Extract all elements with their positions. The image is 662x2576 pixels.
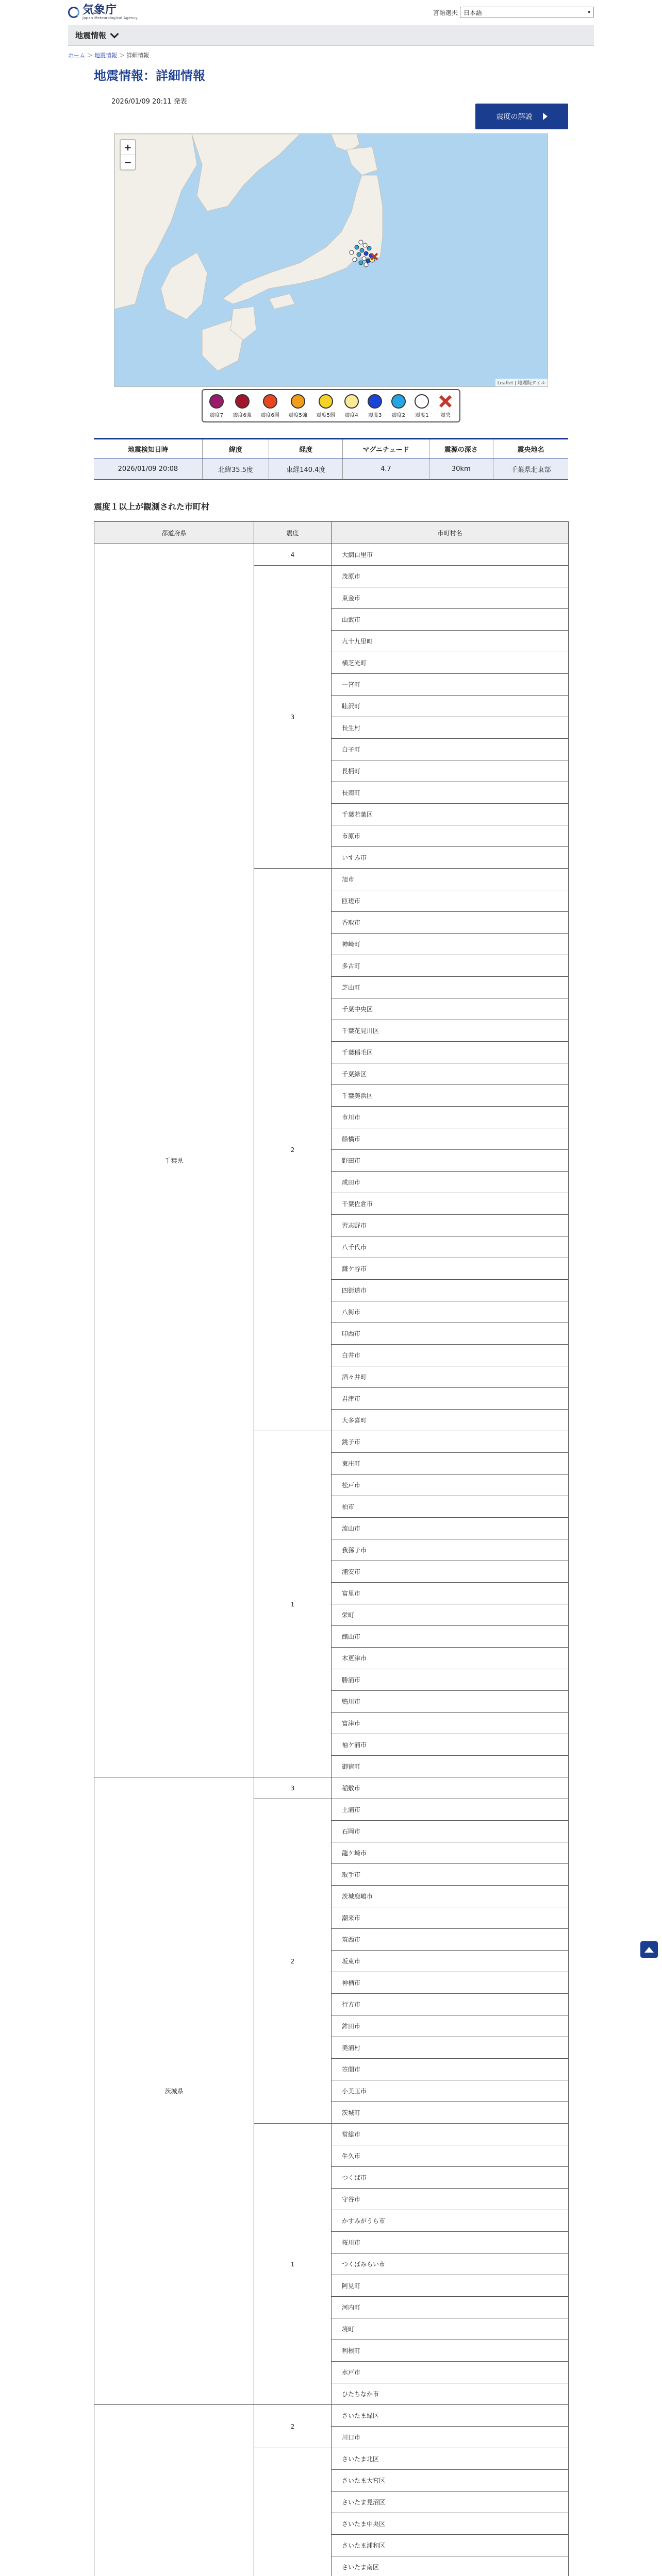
- city-cell: 東金市: [332, 587, 569, 609]
- table-row: [94, 2405, 569, 2427]
- city-cell: 旭市: [332, 869, 569, 890]
- breadcrumb-separator: ＞: [119, 52, 126, 59]
- language-value: 日本語: [464, 9, 483, 16]
- intensity-dot-icon: [391, 394, 406, 409]
- city-cell: 神崎町: [332, 934, 569, 955]
- city-cell: 千葉稲毛区: [332, 1042, 569, 1063]
- city-cell: 東庄町: [332, 1453, 569, 1475]
- quake-info-header: 経度: [269, 439, 343, 459]
- header-city: 市町村名: [332, 522, 569, 544]
- city-cell: 茨城鹿嶋市: [332, 1886, 569, 1907]
- city-cell: さいたま南区: [332, 2556, 569, 2576]
- city-cell: 八街市: [332, 1301, 569, 1323]
- city-cell: さいたま大宮区: [332, 2470, 569, 2492]
- legend-item: [209, 394, 224, 418]
- breadcrumb-home[interactable]: ホーム: [68, 52, 85, 59]
- legend-label: 震度7: [209, 413, 223, 418]
- breadcrumb: [68, 51, 594, 59]
- city-cell: 山武市: [332, 609, 569, 631]
- city-cell: いすみ市: [332, 847, 569, 869]
- city-cell: 常総市: [332, 2124, 569, 2145]
- quake-info-header: 緯度: [202, 439, 269, 459]
- breadcrumb-earthquake[interactable]: 地震情報: [94, 52, 117, 59]
- city-cell: さいたま北区: [332, 2448, 569, 2470]
- intensity-map[interactable]: [114, 133, 548, 387]
- city-cell: 館山市: [332, 1626, 569, 1648]
- legend-label: 震度3: [368, 413, 382, 418]
- intensity-cell: 3: [254, 566, 332, 869]
- prefecture-cell: 茨城県: [94, 1777, 254, 2405]
- city-cell: 鉾田市: [332, 2015, 569, 2037]
- city-cell: かすみがうら市: [332, 2210, 569, 2232]
- table-row: [94, 544, 569, 566]
- explanation-button-label: 震度の解説: [496, 113, 533, 121]
- intensity-cell: 2: [254, 1799, 332, 2124]
- intensity-dot-icon: [291, 394, 305, 409]
- city-cell: 銚子市: [332, 1431, 569, 1453]
- city-cell: 河内町: [332, 2297, 569, 2318]
- play-arrow-icon: [543, 113, 548, 120]
- city-cell: 水戸市: [332, 2362, 569, 2383]
- city-cell: 野田市: [332, 1150, 569, 1172]
- quake-info-value: 千葉県北東部: [493, 459, 568, 480]
- quake-info-value: 2026/01/09 20:08: [94, 459, 202, 480]
- city-cell: 一宮町: [332, 674, 569, 696]
- legend-item: [438, 394, 453, 418]
- language-select[interactable]: [460, 7, 594, 18]
- nav-item-earthquake[interactable]: [75, 30, 118, 41]
- nav-item-label: 地震情報: [75, 30, 107, 40]
- intensity-explanation-button[interactable]: [475, 104, 568, 129]
- quake-info-value: 東経140.4度: [269, 459, 343, 480]
- legend-label: 震度1: [415, 413, 429, 418]
- legend-item: [368, 394, 382, 418]
- city-cell: 御宿町: [332, 1756, 569, 1777]
- language-selector: [433, 7, 594, 18]
- city-cell: 横芝光町: [332, 652, 569, 674]
- city-cell: 守谷市: [332, 2189, 569, 2210]
- city-cell: 長柄町: [332, 760, 569, 782]
- city-cell: さいたま見沼区: [332, 2492, 569, 2513]
- city-cell: 成田市: [332, 1172, 569, 1193]
- intensity-dot-icon: [344, 394, 359, 409]
- city-cell: 牛久市: [332, 2145, 569, 2167]
- site-header: [68, 0, 594, 25]
- quake-info-value: 北緯35.5度: [202, 459, 269, 480]
- city-cell: 千葉佐倉市: [332, 1193, 569, 1215]
- intensity-cell: 2: [254, 869, 332, 1431]
- published-time: 2026/01/09 20:11 発表: [111, 98, 187, 106]
- city-cell: 千葉中央区: [332, 998, 569, 1020]
- header-prefecture: 都道府県: [94, 522, 254, 544]
- city-cell: 千葉美浜区: [332, 1085, 569, 1107]
- city-cell: 睦沢町: [332, 696, 569, 717]
- city-cell: 笠間市: [332, 2059, 569, 2080]
- city-cell: 流山市: [332, 1518, 569, 1539]
- city-cell: 筑西市: [332, 1929, 569, 1951]
- intensity-dot-icon: [235, 394, 250, 409]
- table-row: [94, 1777, 569, 1799]
- intensity-cell: 4: [254, 544, 332, 566]
- intensity-dot-icon: [209, 394, 224, 409]
- legend-item: [415, 394, 429, 418]
- city-cell: 袖ケ浦市: [332, 1734, 569, 1756]
- breadcrumb-separator: ＞: [87, 52, 94, 59]
- city-cell: さいたま浦和区: [332, 2535, 569, 2556]
- legend-label: 震度5弱: [316, 413, 335, 418]
- city-cell: 君津市: [332, 1388, 569, 1410]
- city-cell: 四街道市: [332, 1280, 569, 1301]
- prefecture-cell: [94, 2405, 254, 2576]
- city-cell: 我孫子市: [332, 1539, 569, 1561]
- jma-logo[interactable]: [68, 5, 138, 20]
- quake-info-header: 震源の深さ: [429, 439, 493, 459]
- city-cell: 茨城町: [332, 2102, 569, 2124]
- intensity-dot-icon: [415, 394, 429, 409]
- city-cell: 石岡市: [332, 1821, 569, 1842]
- city-cell: 九十九里町: [332, 631, 569, 652]
- cities-table: [94, 521, 569, 2576]
- intensity-dot-icon: [263, 394, 277, 409]
- cities-section-title: 震度１以上が観測された市町村: [94, 502, 210, 512]
- quake-info-header: マグニチュード: [343, 439, 429, 459]
- quake-info-table: [94, 438, 568, 480]
- legend-item: [260, 394, 279, 418]
- city-cell: 船橋市: [332, 1128, 569, 1150]
- quake-info-header: 地震検知日時: [94, 439, 202, 459]
- city-cell: 川口市: [332, 2427, 569, 2448]
- city-cell: 習志野市: [332, 1215, 569, 1236]
- city-cell: 鴨川市: [332, 1691, 569, 1713]
- city-cell: 白井市: [332, 1345, 569, 1366]
- city-cell: 香取市: [332, 912, 569, 934]
- city-cell: 坂東市: [332, 1951, 569, 1972]
- city-cell: 潮来市: [332, 1907, 569, 1929]
- zoom-out-button[interactable]: −: [124, 157, 132, 168]
- city-cell: 桜川市: [332, 2232, 569, 2253]
- city-cell: 木更津市: [332, 1648, 569, 1669]
- breadcrumb-current: 詳細情報: [126, 52, 149, 59]
- city-cell: 阿見町: [332, 2275, 569, 2297]
- city-cell: 市川市: [332, 1107, 569, 1128]
- city-cell: 神栖市: [332, 1972, 569, 1994]
- city-cell: 芝山町: [332, 977, 569, 998]
- city-cell: 稲敷市: [332, 1777, 569, 1799]
- city-cell: 匝瑳市: [332, 890, 569, 912]
- city-cell: 富津市: [332, 1713, 569, 1734]
- chevron-down-icon: [110, 29, 119, 38]
- city-cell: 行方市: [332, 1994, 569, 2015]
- city-cell: 富里市: [332, 1583, 569, 1604]
- intensity-legend: [202, 389, 460, 422]
- city-cell: さいたま中央区: [332, 2513, 569, 2535]
- legend-label: 震度2: [391, 413, 405, 418]
- intensity-dot-icon: [368, 394, 382, 409]
- arrow-up-icon: [644, 1947, 654, 1953]
- intensity-dot-icon: [319, 394, 333, 409]
- city-cell: 利根町: [332, 2340, 569, 2362]
- city-cell: つくばみらい市: [332, 2253, 569, 2275]
- prefecture-cell: 千葉県: [94, 544, 254, 1777]
- chevron-down-icon: ▾: [587, 9, 590, 15]
- city-cell: 茂原市: [332, 566, 569, 587]
- legend-label: 震度6強: [233, 413, 252, 418]
- language-label: 言語選択: [433, 9, 458, 16]
- quake-info-value: 30km: [429, 459, 493, 480]
- global-nav: [68, 25, 594, 46]
- city-cell: 千葉若葉区: [332, 804, 569, 825]
- city-cell: 八千代市: [332, 1236, 569, 1258]
- legend-item: [317, 394, 335, 418]
- quake-info-value: 4.7: [343, 459, 429, 480]
- logo-subtitle: Japan Meteorological Agency: [82, 16, 138, 20]
- intensity-cell: 2: [254, 2405, 332, 2448]
- legend-label: 震度5強: [288, 413, 307, 418]
- page-title: 地震情報：詳細情報: [94, 69, 205, 83]
- map-zoom-control: [120, 139, 136, 171]
- header-intensity: 震度: [254, 522, 332, 544]
- legend-label: 震度6弱: [260, 413, 279, 418]
- intensity-cell: [254, 2448, 332, 2576]
- city-cell: ひたちなか市: [332, 2383, 569, 2405]
- map-attribution[interactable]: Leaflet | 地理院タイル: [495, 379, 548, 386]
- city-cell: 印西市: [332, 1323, 569, 1345]
- city-cell: 千葉緑区: [332, 1063, 569, 1085]
- city-cell: 柏市: [332, 1496, 569, 1518]
- intensity-cell: 1: [254, 1431, 332, 1777]
- city-cell: 市原市: [332, 825, 569, 847]
- quake-info-header: 震央地名: [493, 439, 568, 459]
- legend-label: 震央: [440, 413, 451, 418]
- city-cell: 松戸市: [332, 1475, 569, 1496]
- city-cell: 大多喜町: [332, 1410, 569, 1431]
- city-cell: 土浦市: [332, 1799, 569, 1821]
- legend-item: [344, 394, 359, 418]
- city-cell: 浦安市: [332, 1561, 569, 1583]
- jma-logo-icon: [68, 7, 79, 18]
- city-cell: 龍ケ崎市: [332, 1842, 569, 1864]
- city-cell: 多古町: [332, 955, 569, 977]
- intensity-cell: 1: [254, 2124, 332, 2405]
- zoom-in-button[interactable]: +: [121, 140, 135, 155]
- intensity-cell: 3: [254, 1777, 332, 1799]
- city-cell: 勝浦市: [332, 1669, 569, 1691]
- city-cell: 栄町: [332, 1604, 569, 1626]
- city-cell: 取手市: [332, 1864, 569, 1886]
- city-cell: 小美玉市: [332, 2080, 569, 2102]
- back-to-top-button[interactable]: [640, 1941, 658, 1958]
- city-cell: 白子町: [332, 739, 569, 760]
- city-cell: 境町: [332, 2318, 569, 2340]
- city-cell: つくば市: [332, 2167, 569, 2189]
- city-cell: 大網白里市: [332, 544, 569, 566]
- city-cell: 千葉花見川区: [332, 1020, 569, 1042]
- legend-item: [288, 394, 307, 418]
- city-cell: 長南町: [332, 782, 569, 804]
- city-cell: 長生村: [332, 717, 569, 739]
- city-cell: 酒々井町: [332, 1366, 569, 1388]
- city-cell: さいたま緑区: [332, 2405, 569, 2427]
- legend-label: 震度4: [344, 413, 358, 418]
- city-cell: 美浦村: [332, 2037, 569, 2059]
- city-cell: 鎌ケ谷市: [332, 1258, 569, 1280]
- legend-item: [391, 394, 406, 418]
- logo-text: 気象庁: [82, 4, 117, 16]
- legend-item: [233, 394, 251, 418]
- japan-map-svg: [114, 134, 548, 386]
- epicenter-x-icon: [438, 394, 453, 409]
